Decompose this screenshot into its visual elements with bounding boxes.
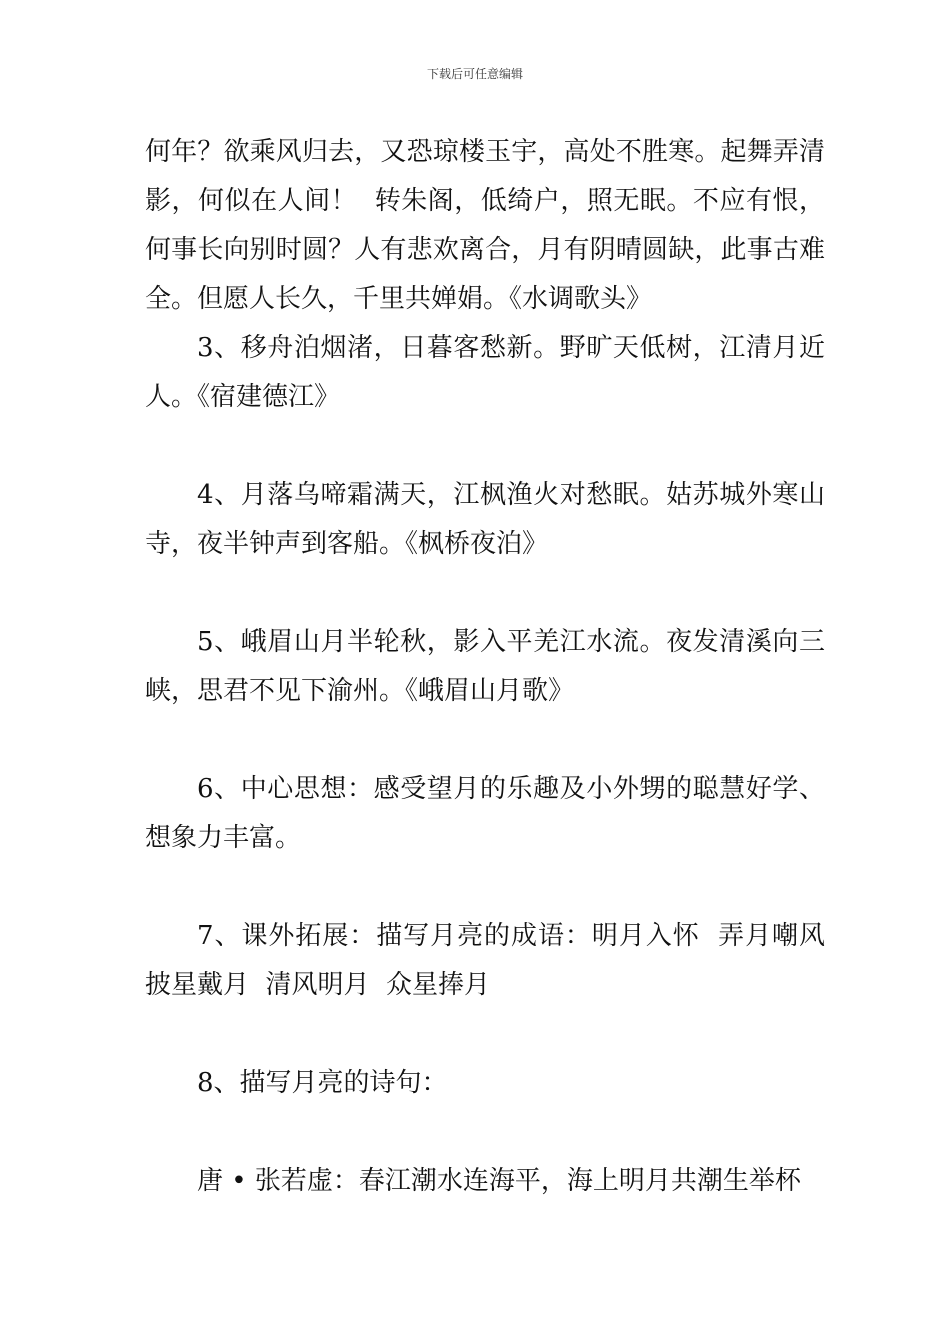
paragraph-item-7: 7、课外拓展：描写月亮的成语：明月入怀 弄月嘲风披星戴月 清风明月 众星捧月 — [145, 921, 825, 1000]
document-body — [145, 128, 825, 1206]
paragraph-item-8: 8、描写月亮的诗句： — [197, 1068, 448, 1098]
paragraph-item-5: 5、峨眉山月半轮秋，影入平羌江水流。夜发清溪向三峡，思君不见下渝州。《峨眉山月歌》 — [145, 627, 825, 706]
paragraph-item-4: 4、月落乌啼霜满天，江枫渔火对愁眠。姑苏城外寒山寺，夜半钟声到客船。《枫桥夜泊》 — [145, 480, 825, 559]
paragraph-shuidiaogetou: 何年？欲乘风归去，又恐琼楼玉宇，高处不胜寒。起舞弄清影，何似在人间！ 转朱阁，低绮户，照无眠。不应有恨，何事长向别时圆？人有悲欢离合，月有阴晴圆缺，此事古难全。但愿人长久，千里共婵娟。《水调歌头》 — [145, 137, 825, 314]
paragraph-item-6: 6、中心思想：感受望月的乐趣及小外甥的聪慧好学、想象力丰富。 — [145, 774, 825, 853]
paragraph-item-3: 3、移舟泊烟渚，日暮客愁新。野旷天低树，江清月近人。《宿建德江》 — [145, 333, 825, 412]
page-header-note: 下载后可任意编辑 — [426, 67, 523, 81]
paragraph-poem-line: 唐 • 张若虚：春江潮水连海平，海上明月共潮生举杯 — [197, 1166, 801, 1196]
